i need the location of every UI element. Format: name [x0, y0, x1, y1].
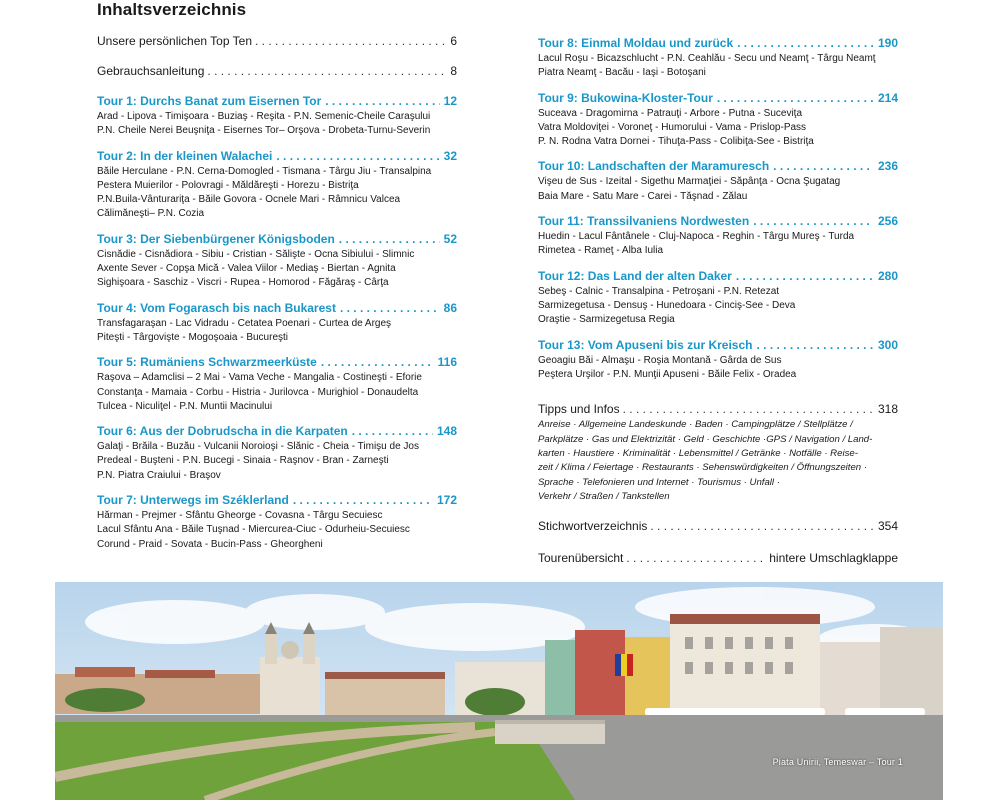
tour-title: Tour 13: Vom Apuseni bis zur Kreisch	[538, 337, 753, 352]
place-line: Geoagiu Băi - Almaşu - Roşia Montană - Gârda de Sus	[538, 354, 782, 366]
toc-entry-tipps[interactable]	[538, 402, 898, 504]
leader-dots	[339, 232, 440, 246]
leader-dots	[736, 269, 874, 283]
tour-title: Tour 4: Vom Fogarasch bis nach Bukarest	[97, 300, 336, 315]
toc-entry-page: 318	[877, 402, 898, 417]
place-line: P. N. Rodna Vatra Dornei - Tihuţa-Pass - Colibiţa-See - Bistriţa	[538, 136, 814, 148]
tour-entry-10[interactable]	[538, 159, 898, 204]
leader-dots	[276, 149, 439, 163]
photo-caption: Piata Unirii, Temeswar – Tour 1	[772, 757, 903, 767]
tour-title: Tour 8: Einmal Moldau und zurück	[538, 36, 734, 50]
toc-entry-top-ten[interactable]	[97, 34, 457, 50]
tour-entry-6[interactable]	[97, 424, 457, 483]
leader-dots	[325, 94, 439, 108]
tour-page: 256	[877, 214, 898, 229]
tour-title: Tour 2: In der kleinen Walachei	[97, 148, 273, 163]
topic-line: zeit / Klima / Feiertage · Restaurants · Sehenswürdigkeiten / Öffnungszeiten ·	[538, 462, 868, 474]
tour-places	[538, 285, 898, 328]
leader-dots	[773, 159, 874, 173]
toc-entry-label: Tipps und Infos	[538, 402, 620, 417]
tour-title-row[interactable]	[97, 355, 457, 371]
topic-line: Verkehr / Straßen / Tankstellen	[538, 491, 670, 503]
tour-title: Tour 10: Landschaften der Maramuresch	[538, 159, 770, 174]
tour-title-row[interactable]	[538, 159, 898, 175]
tour-page: 86	[443, 300, 457, 315]
tour-entry-4[interactable]	[97, 301, 457, 346]
place-line: Vişeu de Sus - Izeital - Sigethu Marmaţiei - Săpânţa - Ocna Şugatag	[538, 176, 841, 188]
toc-entry-page: hintere Umschlagklappe	[769, 550, 898, 565]
tour-entry-12[interactable]	[538, 269, 898, 328]
tour-page: 116	[437, 355, 457, 370]
tour-title: Tour 12: Das Land der alten Daker	[538, 268, 732, 283]
place-line: Cisnădie - Cisnădiora - Sibiu - Cristian - Sălişte - Ocna Sibiului - Slimnic	[97, 248, 415, 260]
place-line: Tulcea - Niculiţel - P.N. Muntii Macinului	[97, 400, 273, 412]
tour-page: 32	[443, 148, 457, 163]
place-line: Arad - Lipova - Timişoara - Buziaş - Reşita - P.N. Semenic-Cheile Caraşului	[97, 111, 431, 122]
tour-page: 148	[436, 424, 457, 439]
leader-dots	[737, 36, 874, 50]
tour-title-row[interactable]	[97, 232, 457, 248]
cafe-umbrellas	[645, 708, 925, 716]
place-line: Suceava - Dragomirna - Patrauţi - Arbore - Putna - Suceviţa	[538, 107, 803, 119]
tour-title-row[interactable]	[97, 424, 457, 440]
tour-title: Tour 9: Bukowina-Kloster-Tour	[538, 90, 713, 105]
toc-entry-gebrauchsanleitung[interactable]	[97, 64, 457, 80]
place-line: Huedin - Lacul Fântânele - Cluj-Napoca - Reghin - Târgu Mureş - Turda	[538, 231, 855, 243]
place-line: Constanţa - Mamaia - Corbu - Histria - Jurilovca - Murighiol - Donaudelta	[97, 386, 419, 398]
place-line: Sighişoara - Saschiz - Viscri - Rupea - Homorod - Făgăraş - Cârţa	[97, 277, 389, 289]
tour-title-row[interactable]	[97, 94, 457, 110]
leader-dots	[626, 551, 766, 565]
place-line: Peştera Urşilor - P.N. Munţii Apuseni - Băile Felix - Oradea	[538, 368, 797, 380]
tour-title-row[interactable]	[538, 91, 898, 107]
tour-page: 300	[877, 337, 898, 352]
tour-places	[538, 175, 898, 204]
page-title: Inhaltsverzeichnis	[97, 0, 247, 19]
tour-places	[97, 509, 457, 552]
tour-places	[538, 354, 898, 383]
tour-title: Tour 6: Aus der Dobrudscha in die Karpaten	[97, 424, 348, 439]
tipps-title-row[interactable]	[538, 402, 898, 418]
tour-page: 280	[877, 268, 898, 283]
place-line: Hărman - Prejmer - Sfântu Gheorge - Covasna - Târgu Secuiesc	[97, 510, 383, 522]
balustrade	[495, 720, 605, 744]
place-line: Piatra Neamţ - Bacău - Iaşi - Botoşani	[538, 67, 706, 79]
tour-page: 52	[443, 231, 457, 246]
tour-places	[97, 317, 457, 346]
tour-title-row[interactable]	[97, 493, 457, 509]
toc-entry-page: 8	[450, 64, 457, 78]
leader-dots	[321, 355, 434, 369]
place-line: Raşova – Adamclisi – 2 Mai - Vama Veche - Mangalia - Costineşti - Eforie	[97, 372, 422, 384]
place-line: Călimăneşti– P.N. Cozia	[97, 208, 205, 220]
tour-title: Tour 11: Transsilvaniens Nordwesten	[538, 214, 750, 229]
place-line: Vatra Moldoviţei - Voroneţ - Humorului - Vama - Prislop-Pass	[538, 121, 807, 133]
toc-left-column	[97, 34, 457, 552]
place-line: Oraştie - Sarmizegetusa Regia	[538, 314, 675, 326]
toc-entry-label: Gebrauchsanleitung	[97, 64, 205, 78]
toc-entry-tourenuebersicht[interactable]	[538, 551, 898, 567]
tour-title: Tour 5: Rumäniens Schwarzmeerküste	[97, 355, 317, 370]
leader-dots	[753, 214, 874, 228]
tour-places	[97, 165, 457, 222]
tour-page: 190	[877, 36, 898, 50]
tour-page: 12	[443, 94, 457, 108]
toc-entry-label: Tourenübersicht	[538, 550, 624, 565]
place-line: Sarmizegetusa - Densuş - Hunedoara - Cinciş-See - Deva	[538, 299, 796, 311]
tipps-topics	[538, 418, 898, 504]
tour-title-row[interactable]	[538, 338, 898, 354]
city-square-photo	[55, 582, 943, 800]
place-line: Corund - Praid - Sovata - Bucin-Pass - Gheorgheni	[97, 538, 323, 550]
leader-dots	[255, 34, 447, 48]
leader-dots	[717, 91, 874, 105]
leader-dots	[623, 402, 875, 416]
tour-entry-3[interactable]	[97, 232, 457, 291]
tour-title: Tour 1: Durchs Banat zum Eisernen Tor	[97, 94, 322, 108]
place-line: Sebeş - Calnic - Transalpina - Petroşani - P.N. Retezat	[538, 285, 780, 297]
tour-places	[538, 107, 898, 150]
place-line: Lacul Sfântu Ana - Băile Tuşnad - Miercurea-Ciuc - Odurheiu-Secuiesc	[97, 524, 410, 536]
tour-places	[97, 440, 457, 483]
place-line: Piteşti - Târgovişte - Mogoşoaia - Bucureşti	[97, 331, 289, 343]
place-line: Galaţi - Brăila - Buzău - Vulcanii Noroioşi - Slănic - Cheia - Timişu de Jos	[97, 441, 419, 453]
tour-places	[97, 248, 457, 291]
tour-entry-13[interactable]	[538, 338, 898, 383]
tour-places	[97, 371, 457, 414]
tour-entry-2[interactable]	[97, 149, 457, 222]
tour-places	[538, 230, 898, 259]
tour-entry-8[interactable]	[538, 36, 898, 81]
leader-dots	[650, 519, 875, 533]
place-line: Axente Sever - Copşa Mică - Valea Viilor - Mediaş - Biertan - Agnita	[97, 263, 396, 275]
tour-title: Tour 7: Unterwegs im Széklerland	[97, 493, 289, 508]
place-line: Pestera Muierilor - Polovragi - Măldăreşti - Horezu - Bistriţa	[97, 179, 359, 191]
tour-entry-9[interactable]	[538, 91, 898, 150]
topic-line: Sprache · Telefonieren und Internet · Tourismus · Unfall ·	[538, 476, 780, 488]
tour-title-row[interactable]	[538, 214, 898, 230]
topic-line: Parkplätze · Gas und Elektrizität · Geld · Geschichte ·GPS / Navigation / Land-	[538, 433, 873, 445]
toc-right-column	[538, 36, 898, 567]
tour-title-row[interactable]	[538, 269, 898, 285]
leader-dots	[207, 64, 447, 78]
place-line: Baia Mare - Satu Mare - Carei - Tăşnad - Zălau	[538, 190, 748, 202]
tour-title: Tour 3: Der Siebenbürgener Königsboden	[97, 231, 335, 246]
place-line: P.N. Piatra Craiului - Braşov	[97, 469, 221, 481]
place-line: Rimetea - Rameţ - Alba Iulia	[538, 245, 664, 257]
tour-page: 236	[877, 159, 898, 174]
toc-entry-label: Unsere persönlichen Top Ten	[97, 34, 252, 48]
place-line: Predeal - Buşteni - P.N. Bucegi - Sinaia - Raşnov - Bran - Zarneşti	[97, 455, 389, 467]
toc-entry-page: 6	[450, 34, 457, 48]
toc-entry-stichwortverzeichnis[interactable]	[538, 519, 898, 535]
topic-line: karten · Haustiere · Kriminalität · Lebensmittel / Getränke · Notfälle · Reise-	[538, 447, 858, 459]
toc-entry-label: Stichwortverzeichnis	[538, 518, 648, 533]
tour-entry-5[interactable]	[97, 355, 457, 414]
leader-dots	[340, 301, 440, 315]
tour-entry-11[interactable]	[538, 214, 898, 259]
leader-dots	[756, 338, 873, 352]
tour-title-row[interactable]	[97, 301, 457, 317]
tour-places	[538, 52, 898, 81]
tour-places	[97, 110, 457, 139]
tour-page: 172	[436, 493, 457, 508]
photo-illustration	[55, 582, 943, 800]
place-line: P.N.Buila-Vânturariţa - Băile Govora - Ocnele Mari - Râmnicu Valcea	[97, 194, 401, 206]
leader-dots	[352, 424, 433, 438]
leader-dots	[293, 493, 433, 507]
place-line: Lacul Roşu - Bicazschlucht - P.N. Ceahlău - Secu und Neamţ - Târgu Neamţ	[538, 53, 876, 64]
place-line: Transfagaraşan - Lac Vidradu - Cetatea Poenari - Curtea de Argeş	[97, 317, 392, 329]
tour-title-row[interactable]	[538, 36, 898, 52]
tour-title-row[interactable]	[97, 149, 457, 165]
place-line: Băile Herculane - P.N. Cerna-Domogled - Tismana - Târgu Jiu - Transalpina	[97, 165, 432, 177]
tour-entry-7[interactable]	[97, 493, 457, 552]
topic-line: Anreise · Allgemeine Landeskunde · Baden · Campingplätze / Stellplätze /	[538, 419, 853, 431]
place-line: P.N. Cheile Nerei Beuşniţa - Eisernes Tor– Orşova - Drobeta-Turnu-Severin	[97, 125, 431, 137]
tour-entry-1[interactable]	[97, 94, 457, 139]
toc-entry-page: 354	[877, 518, 898, 533]
tour-page: 214	[877, 90, 898, 105]
